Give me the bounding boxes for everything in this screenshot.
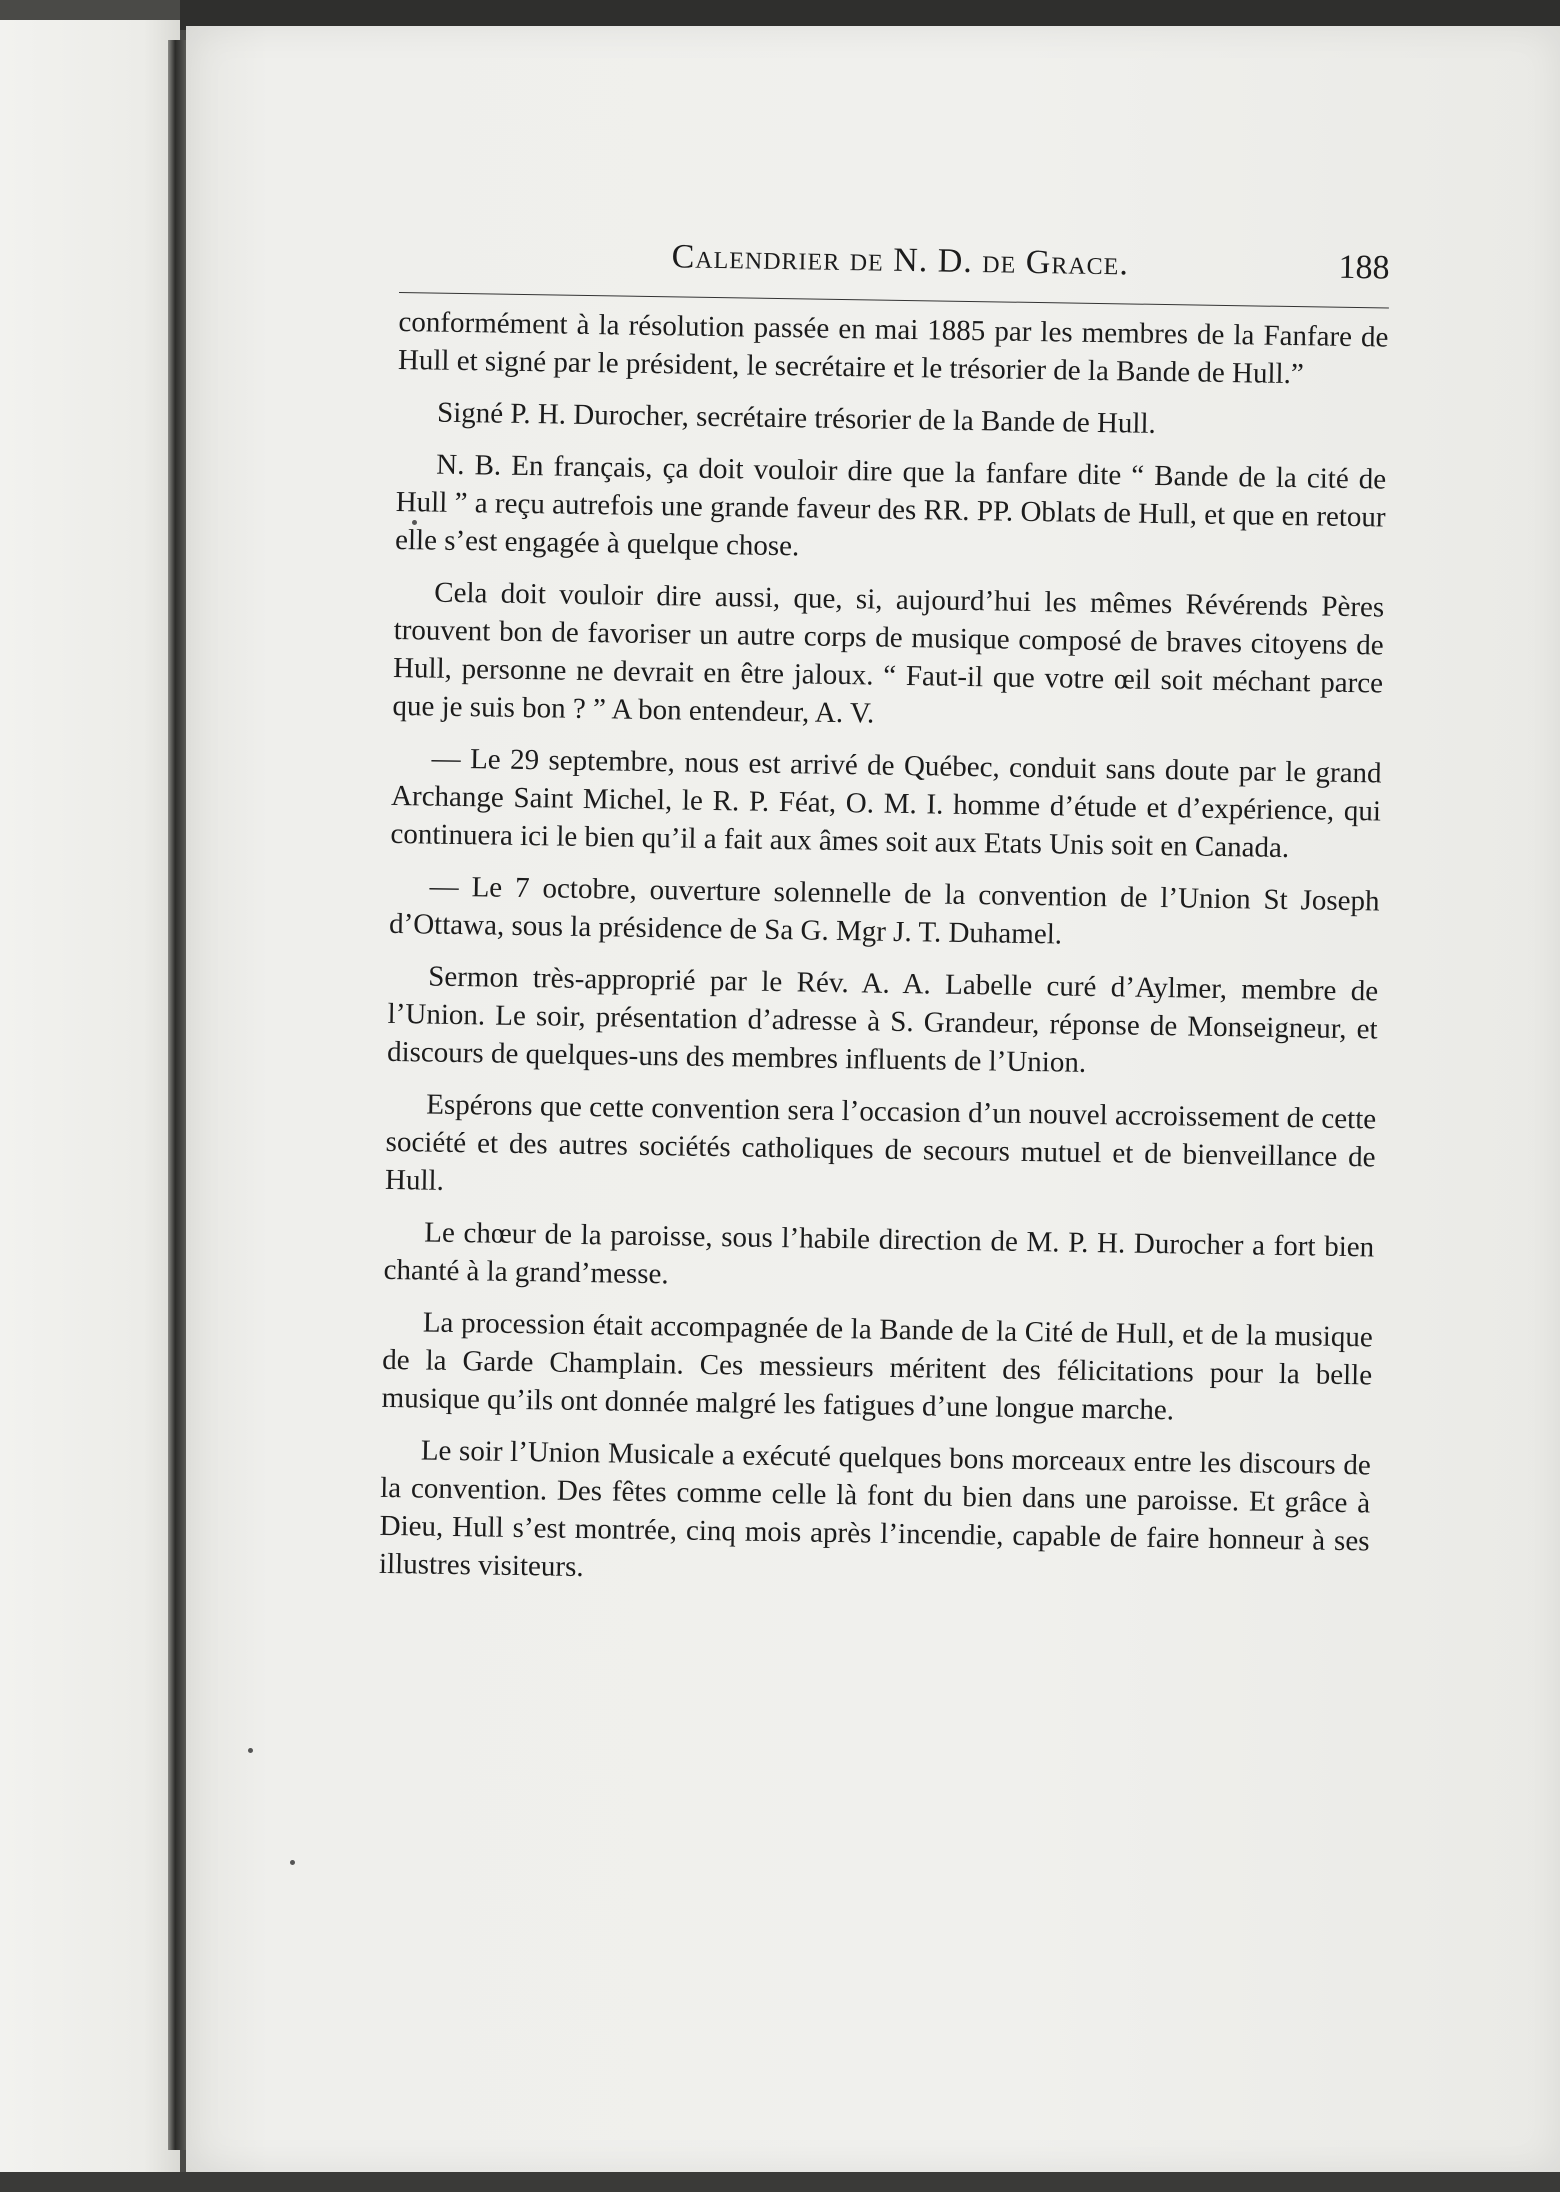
running-head: Calendrier de N. D. de Grace. bbox=[671, 238, 1130, 283]
speck bbox=[290, 1860, 295, 1865]
paragraph: Cela doit vouloir dire aussi, que, si, aujourd’hui les mêmes Révérends Pères trouvent bon de favoriser un autre corps de musique composé de braves citoyens de Hull, personne ne devrait en être jaloux. “ Faut-il que votre œil soit méchant parce que je suis bon ? ” A bon entendeur, A. V. bbox=[392, 576, 1385, 730]
paragraph: Espérons que cette convention sera l’occasion d’un nouvel accroissement de cette société et des autres sociétés catholiques de secours mutuel et de bienveillance de Hull. bbox=[384, 1088, 1377, 1197]
paragraph: N. B. En français, ça doit vouloir dire que la fanfare dite “ Bande de la cité de Hull ” a reçu autrefois une grande faveur des RR. PP. Oblats de Hull, et que en retour elle s’est engagée à quelque chose. bbox=[394, 448, 1387, 563]
paragraph: — Le 7 octobre, ouverture solennelle de la convention de l’Union St Joseph d’Ottawa, sous la présidence de Sa G. Mgr J. T. Duhamel. bbox=[388, 870, 1380, 951]
paragraph: Signé P. H. Durocher, secrétaire trésorier de la Bande de Hull. bbox=[436, 396, 1157, 440]
facing-page-margin bbox=[0, 20, 180, 2192]
page-number: 188 bbox=[1338, 248, 1390, 287]
paragraph: Sermon très-approprié par le Rév. A. A. Labelle curé d’Aylmer, membre de l’Union. Le soir, présentation d’adresse à S. Grandeur, réponse de Monseigneur, et discours de quelques-uns des membres influents de l’Union. bbox=[386, 960, 1379, 1079]
paragraph: — Le 29 septembre, nous est arrivé de Québec, conduit sans doute par le grand Archange Saint Michel, le R. P. Féat, O. M. I. homme d’étude et d’expérience, qui continuera ici le bien qu’il a fait aux âmes soit aux Etats Unis soit en Canada. bbox=[390, 742, 1382, 865]
page-content bbox=[379, 230, 1390, 1612]
speck bbox=[248, 1748, 253, 1753]
scan-bottom-edge bbox=[0, 2172, 1560, 2192]
paragraph: Le soir l’Union Musicale a exécuté quelques bons morceaux entre les discours de la convention. Des fêtes comme celle là font du bien dans une paroisse. Et grâce à Dieu, Hull s’est montrée, cinq mois après l’incendie, capable de faire honneur à ses illustres visiteurs. bbox=[378, 1434, 1371, 1584]
paragraph: La procession était accompagnée de la Bande de la Cité de Hull, et de la musique de la Garde Champlain. Ces messieurs méritent des félicitations pour la belle musique qu’ils ont donnée malgré les fatigues d’une longue marche. bbox=[381, 1306, 1373, 1427]
book-spine bbox=[168, 40, 186, 2150]
paragraph: conformément à la résolution passée en mai 1885 par les membres de la Fanfare de Hull et signé par le président, le secrétaire et le trésorier de la Bande de Hull.” bbox=[397, 305, 1389, 391]
paragraph: Le chœur de la paroisse, sous l’habile direction de M. P. H. Durocher a fort bien chanté à la grand’messe. bbox=[383, 1216, 1375, 1291]
